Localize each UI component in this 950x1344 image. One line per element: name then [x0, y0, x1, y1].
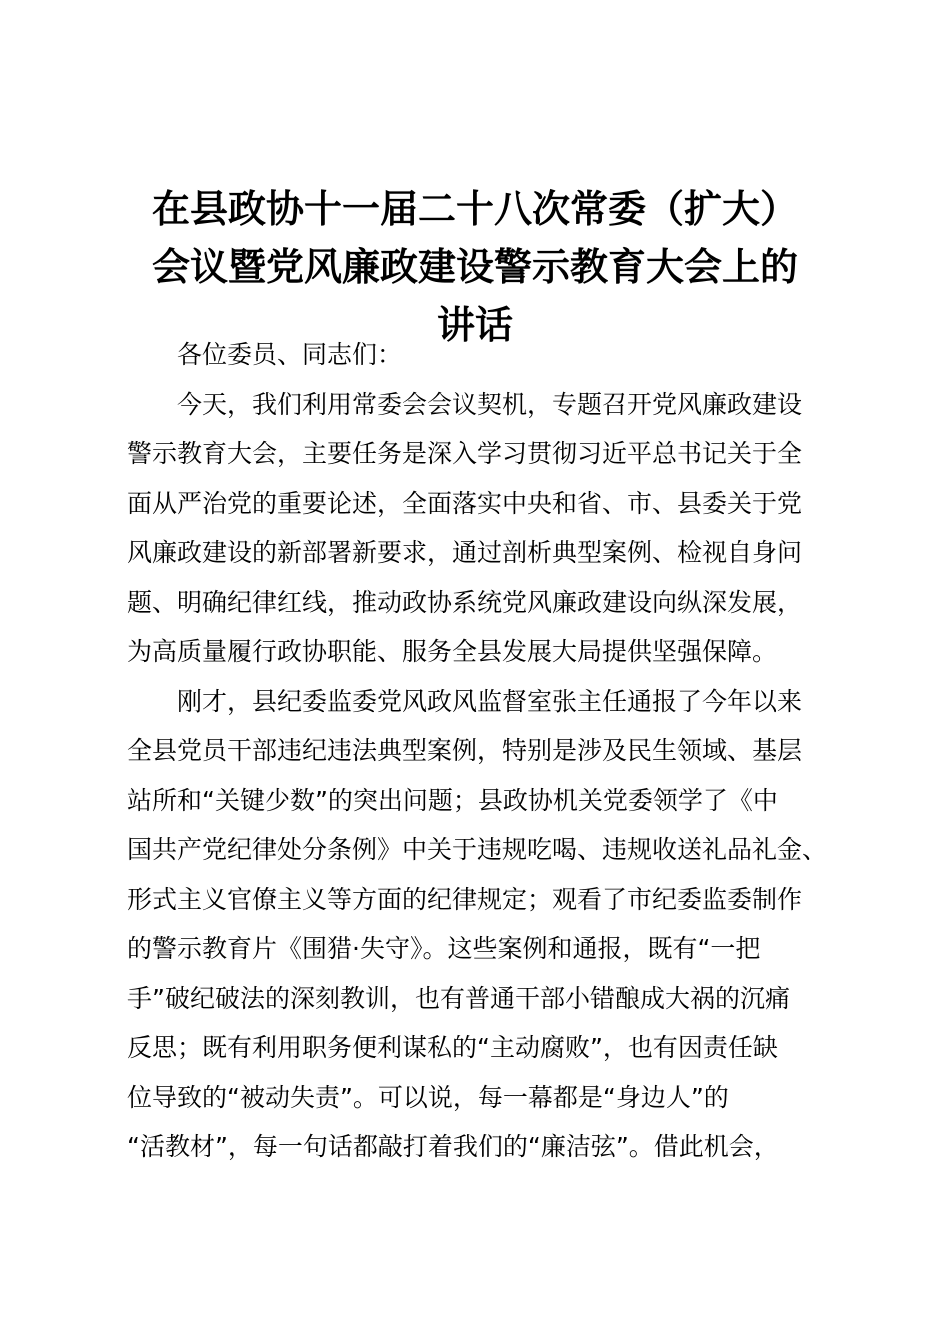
- paragraph-line: 反思；既有利用职务便利谋私的“主动腐败”，也有因责任缺: [127, 1033, 778, 1062]
- title-line-2: 会议暨党风廉政建设警示教育大会上的: [151, 245, 798, 289]
- paragraph-line: 全县党员干部违纪违法典型案例，特别是涉及民生领域、基层: [127, 736, 803, 765]
- paragraph-line: 面从严治党的重要论述，全面落实中央和省、市、县委关于党: [127, 488, 803, 518]
- title-line-3: 讲话: [436, 303, 513, 347]
- paragraph-line: 国共产党纪律处分条例》中关于违规吃喝、违规收送礼品礼金、: [127, 835, 828, 864]
- paragraph-line: 警示教育大会，主要任务是深入学习贯彻习近平总书记关于全: [127, 439, 803, 468]
- paragraph-line: 题、明确纪律红线，推动政协系统党风廉政建设向纵深发展，: [127, 587, 803, 617]
- paragraph-line: 位导致的“被动失责”。可以说，每一幕都是“身边人”的: [127, 1082, 729, 1112]
- paragraph-line: “活教材”，每一句话都敲打着我们的“廉洁弦”。借此机会，: [127, 1132, 779, 1161]
- salutation: 各位委员、同志们：: [177, 340, 403, 369]
- paragraph-line: 为高质量履行政协职能、服务全县发展大局提供坚强保障。: [127, 637, 778, 666]
- paragraph-line: 今天，我们利用常委会会议契机，专题召开党风廉政建设: [177, 389, 803, 419]
- paragraph-line: 的警示教育片《围猎·失守》。这些案例和通报，既有“一把: [127, 934, 761, 963]
- paragraph-line: 形式主义官僚主义等方面的纪律规定；观看了市纪委监委制作: [127, 884, 803, 914]
- paragraph-line: 手”破纪破法的深刻教训，也有普通干部小错酿成大祸的沉痛: [127, 983, 790, 1013]
- title-line-1: 在县政协十一届二十八次常委（扩大）: [151, 187, 798, 231]
- paragraph-1: [127, 380, 837, 677]
- paragraph-line: 风廉政建设的新部署新要求，通过剖析典型案例、检视自身问: [127, 538, 803, 567]
- document-body: [127, 330, 837, 1172]
- document-title: [110, 180, 840, 354]
- paragraph-line: 站所和“关键少数”的突出问题；县政协机关党委领学了《中: [127, 785, 778, 815]
- paragraph-line: 刚才，县纪委监委党风政风监督室张主任通报了今年以来: [177, 686, 803, 716]
- paragraph-2: [127, 677, 837, 1172]
